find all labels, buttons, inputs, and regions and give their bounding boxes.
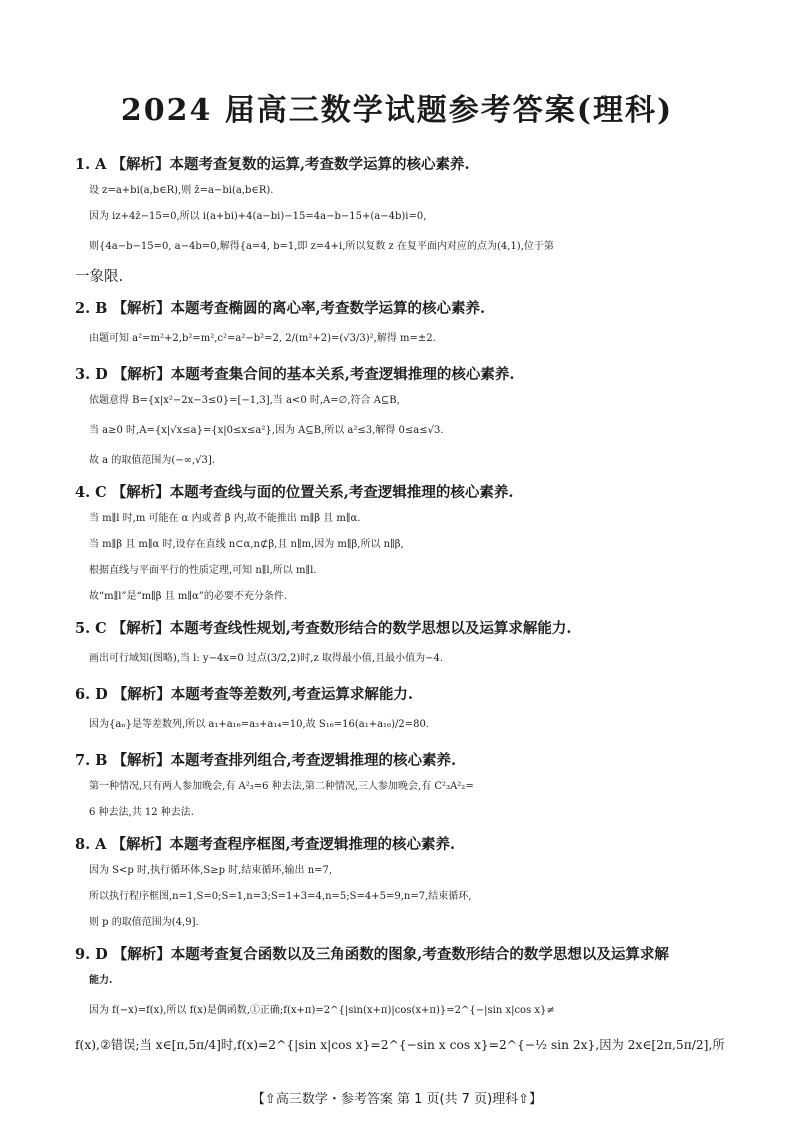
answer-heading: 2. B 【解析】本题考查椭圆的离心率,考查数学运算的核心素养.	[75, 300, 486, 317]
answer-line: 第一种情况,只有两人参加晚会,有 A²₃=6 种去法,第二种情况,三人参加晚会,有 C²₃A²₂=	[89, 781, 474, 792]
answer-heading: 4. C 【解析】本题考查线与面的位置关系,考查逻辑推理的核心素养.	[75, 484, 514, 501]
answer-line: 当 m∥l 时,m 可能在 α 内或者 β 内,故不能推出 m∥β 且 m∥α.	[89, 513, 361, 524]
answer-heading: 6. D 【解析】本题考查等差数列,考查运算求解能力.	[75, 686, 413, 703]
answer-line: 因为 S<p 时,执行循环体,S≥p 时,结束循环,输出 n=7,	[89, 865, 333, 876]
answer-line: 画出可行域知(图略),当 l: y−4x=0 过点(3/2,2)时,z 取得最小值,且最小值为−4.	[89, 653, 444, 664]
answer-line: 依题意得 B={x|x²−2x−3≤0}=[−1,3],当 a<0 时,A=∅,符合 A⊆B,	[89, 395, 400, 406]
answer-line: 因为{aₙ}是等差数列,所以 a₁+a₁₆=a₃+a₁₄=10,故 S₁₆=16(a₁+a₁₆)/2=80.	[89, 719, 429, 730]
answer-item-7	[75, 748, 725, 826]
answer-line: 因为 f(−x)=f(x),所以 f(x)是偶函数,①正确;f(x+π)=2^{|sin(x+π)|cos(x+π)}=2^{−|sin x|cos x}≠	[89, 1005, 555, 1016]
answer-line: 设 z=a+bi(a,b∈R),则 z̄=a−bi(a,b∈R).	[89, 185, 274, 196]
answer-heading: 9. D 【解析】本题考查复合函数以及三角函数的图象,考查数形结合的数学思想以及运算求解	[75, 946, 669, 963]
answer-heading: 5. C 【解析】本题考查线性规划,考查数形结合的数学思想以及运算求解能力.	[75, 620, 572, 637]
answer-line: 所以执行程序框图,n=1,S=0;S=1,n=3;S=1+3=4,n=5;S=4+5=9,n=7,结束循环,	[89, 891, 472, 902]
answer-heading: 7. B 【解析】本题考查排列组合,考查逻辑推理的核心素养.	[75, 752, 457, 769]
answer-item-8	[75, 832, 725, 936]
answer-heading: 1. A 【解析】本题考查复数的运算,考查数学运算的核心素养.	[75, 156, 470, 173]
answer-line: 根据直线与平面平行的性质定理,可知 n∥l,所以 m∥l.	[89, 565, 317, 576]
answer-line: 故“m∥l”是“m∥β 且 m∥α”的必要不充分条件.	[89, 591, 288, 602]
answer-line: 则{4a−b−15=0, a−4b=0,解得{a=4, b=1,即 z=4+i,所以复数 z 在复平面内对应的点为(4,1),位于第	[89, 241, 554, 252]
answer-line: 当 m∥β 且 m∥α 时,设存在直线 n⊂α,n⊄β,且 n∥m,因为 m∥β,所以 n∥β,	[89, 539, 404, 550]
document-title: 2024 届高三数学试题参考答案(理科)	[120, 93, 674, 128]
answer-line: 由题可知 a²=m²+2,b²=m²,c²=a²−b²=2, 2/(m²+2)=(√3/3)²,解得 m=±2.	[89, 333, 436, 344]
answer-item-3	[75, 362, 725, 474]
answer-line: 当 a≥0 时,A={x|√x≤a}={x|0≤x≤a²},因为 A⊆B,所以 a²≤3,解得 0≤a≤√3.	[89, 425, 444, 436]
answer-item-6	[75, 682, 725, 742]
answer-line: 一象限.	[75, 269, 124, 285]
answer-line: 6 种去法,共 12 种去法.	[89, 807, 194, 818]
answer-line: 能力.	[89, 975, 113, 986]
answer-line: 因为 iz+4z̄−15=0,所以 i(a+bi)+4(a−bi)−15=4a−b−15+(a−4b)i=0,	[89, 211, 427, 222]
answer-heading: 8. A 【解析】本题考查程序框图,考查逻辑推理的核心素养.	[75, 836, 456, 853]
answer-item-5	[75, 616, 725, 676]
answer-line: 故 a 的取值范围为(−∞,√3].	[89, 455, 215, 466]
answer-item-9	[75, 942, 725, 1062]
answer-list	[75, 152, 725, 1062]
answer-heading: 3. D 【解析】本题考查集合间的基本关系,考查逻辑推理的核心素养.	[75, 366, 515, 383]
answer-line: f(x),②错误;当 x∈[π,5π/4]时,f(x)=2^{|sin x|cos x}=2^{−sin x cos x}=2^{−½ sin 2x},因为 2x∈[2π,5π/2],所	[75, 1038, 725, 1052]
answer-line: 则 p 的取值范围为(4,9].	[89, 917, 199, 928]
page-footer: 【⇧高三数学・参考答案 第 1 页(共 7 页)理科⇧】	[251, 1092, 543, 1107]
answer-item-2	[75, 296, 725, 356]
answer-item-4	[75, 480, 725, 610]
answer-item-1	[75, 152, 725, 290]
